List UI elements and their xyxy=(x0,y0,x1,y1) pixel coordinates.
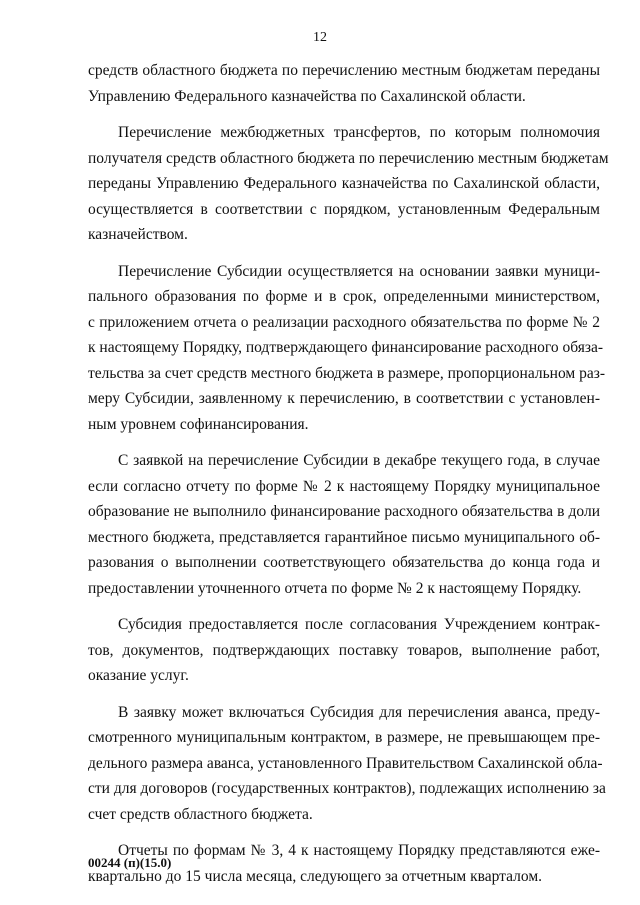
text-line: тов, документов, подтверждающих поставку товаров, выполнение работ, xyxy=(88,641,600,659)
text-line: В заявку может включаться Субсидия для перечисления аванса, преду- xyxy=(118,703,600,721)
text-line: к настоящему Порядку, подтверждающего финансирование расходного обяза- xyxy=(88,339,604,356)
document-body xyxy=(88,58,609,889)
text-line: с приложением отчета о реализации расходного обязательства по форме № 2 xyxy=(88,313,600,331)
text-line: переданы Управлению Федерального казначейства по Сахалинской области, xyxy=(88,175,600,192)
paragraph xyxy=(88,120,609,248)
text-line: счет средств областного бюджета. xyxy=(88,805,313,823)
text-line: осуществляется в соответствии с порядком, установленным Федеральным xyxy=(88,200,600,218)
text-line: если согласно отчету по форме № 2 к настоящему Порядку муниципальное xyxy=(88,477,600,495)
text-line: тельства за счет средств местного бюджета в размере, пропорциональном раз- xyxy=(88,364,606,382)
text-line: образование не выполнило финансирование расходного обязательства в доли xyxy=(88,503,600,520)
text-line: сти для договоров (государственных контрактов), подлежащих исполнению за xyxy=(88,780,606,797)
text-line: оказание услуг. xyxy=(88,667,189,684)
text-line: средств областного бюджета по перечислению местным бюджетам переданы xyxy=(88,62,600,79)
text-line: Перечисление межбюджетных трансфертов, по которым полномочия xyxy=(118,124,600,141)
text-line: дельного размера аванса, установленного Правительством Сахалинской обла- xyxy=(88,754,603,772)
text-line: разования о выполнении соответствующего обязательства до конца года и xyxy=(88,554,600,571)
text-line: предоставлении уточненного отчета по форме № 2 к настоящему Порядку. xyxy=(88,579,582,597)
paragraph xyxy=(88,259,606,438)
text-line: получателя средств областного бюджета по перечислению местным бюджетам xyxy=(88,149,609,167)
text-line: Субсидия предоставляется после согласования Учреждением контрак- xyxy=(118,616,600,633)
paragraph xyxy=(88,612,600,689)
text-line: Управлению Федерального казначейства по Сахалинской области. xyxy=(88,87,526,105)
text-line: пального образования по форме и в срок, определенными министерством, xyxy=(88,288,600,305)
page-number: 12 xyxy=(313,30,327,45)
text-line: Перечисление Субсидии осуществляется на основании заявки муници- xyxy=(118,262,600,280)
text-line: местного бюджета, представляется гарантийное письмо муниципального об- xyxy=(88,528,600,546)
text-line: меру Субсидии, заявленному к перечислению, в соответствии с установлен- xyxy=(88,390,600,407)
text-line: ным уровнем софинансирования. xyxy=(88,415,309,433)
document-code: 00244 (п)(15.0) xyxy=(88,855,172,870)
text-line: смотренного муниципальным контрактом, в размере, не превышающем пре- xyxy=(88,729,600,746)
text-line: С заявкой на перечисление Субсидии в декабре текущего года, в случае xyxy=(118,452,600,469)
text-line: казначейством. xyxy=(88,226,188,243)
text-line: Отчеты по формам № 3, 4 к настоящему Порядку представляются еже- xyxy=(118,842,600,859)
paragraph xyxy=(88,700,606,828)
paragraph xyxy=(88,448,600,601)
text-line: квартально до 15 числа месяца, следующего за отчетным кварталом. xyxy=(88,867,543,885)
paragraph xyxy=(88,58,600,109)
